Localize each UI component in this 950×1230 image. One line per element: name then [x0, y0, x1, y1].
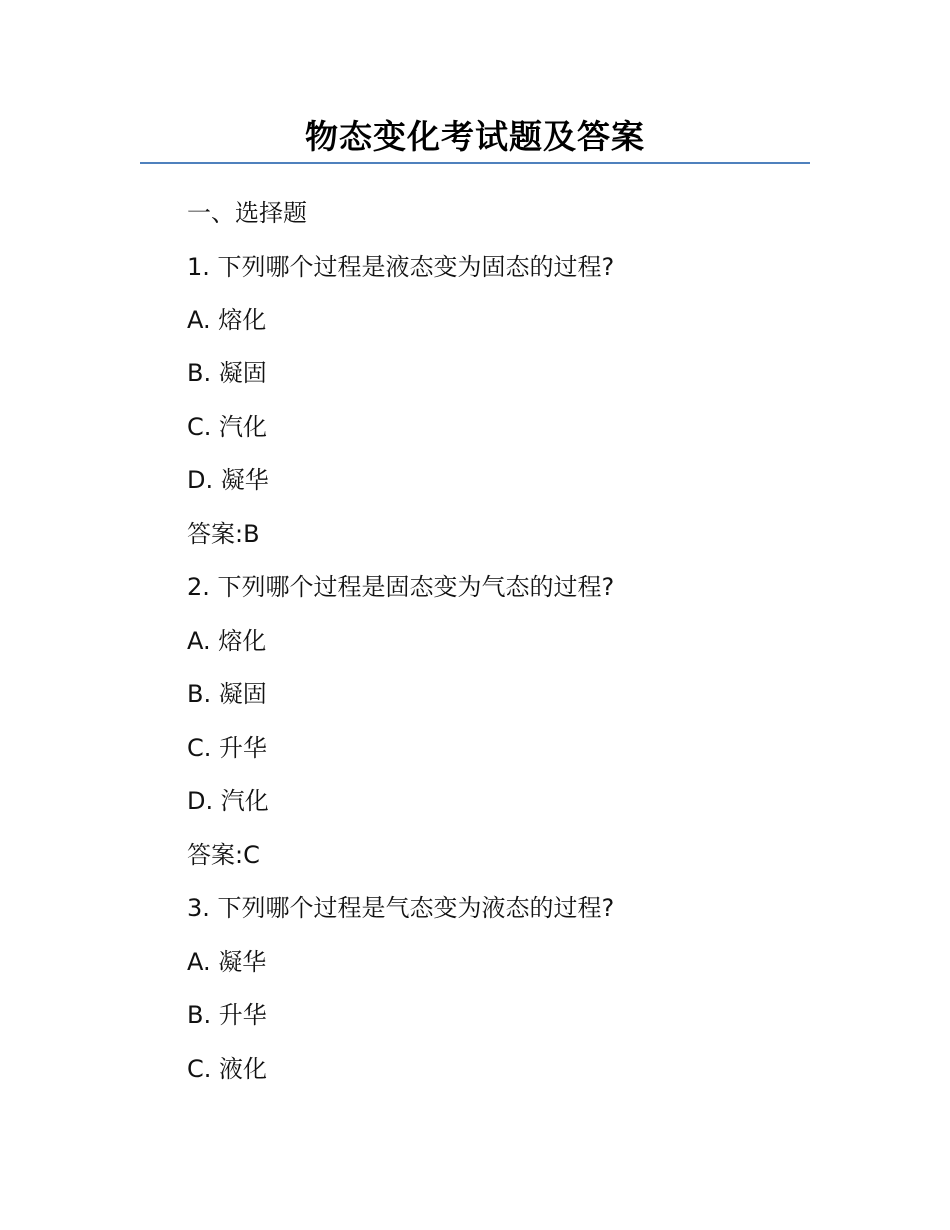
question-3-option-b: B. 升华: [187, 1001, 267, 1029]
question-1-option-c: C. 汽化: [187, 413, 268, 441]
question-2-option-b: B. 凝固: [187, 680, 267, 708]
title-divider: [140, 162, 810, 164]
question-2-option-a: A. 熔化: [187, 627, 267, 655]
question-2-option-d: D. 汽化: [187, 787, 269, 815]
document-title: 物态变化考试题及答案: [305, 117, 645, 156]
question-1-option-d: D. 凝华: [187, 466, 269, 494]
question-2-stem: 2. 下列哪个过程是固态变为气态的过程?: [187, 573, 615, 601]
question-1-stem: 1. 下列哪个过程是液态变为固态的过程?: [187, 253, 615, 281]
question-3-stem: 3. 下列哪个过程是气态变为液态的过程?: [187, 894, 615, 922]
question-3-option-a: A. 凝华: [187, 948, 267, 976]
question-2-answer: 答案:C: [187, 841, 260, 869]
question-1-answer: 答案:B: [187, 520, 260, 548]
section-heading: 一、选择题: [187, 199, 307, 227]
question-1-option-a: A. 熔化: [187, 306, 267, 334]
question-1-option-b: B. 凝固: [187, 359, 267, 387]
question-3-option-c: C. 液化: [187, 1055, 268, 1083]
question-2-option-c: C. 升华: [187, 734, 268, 762]
